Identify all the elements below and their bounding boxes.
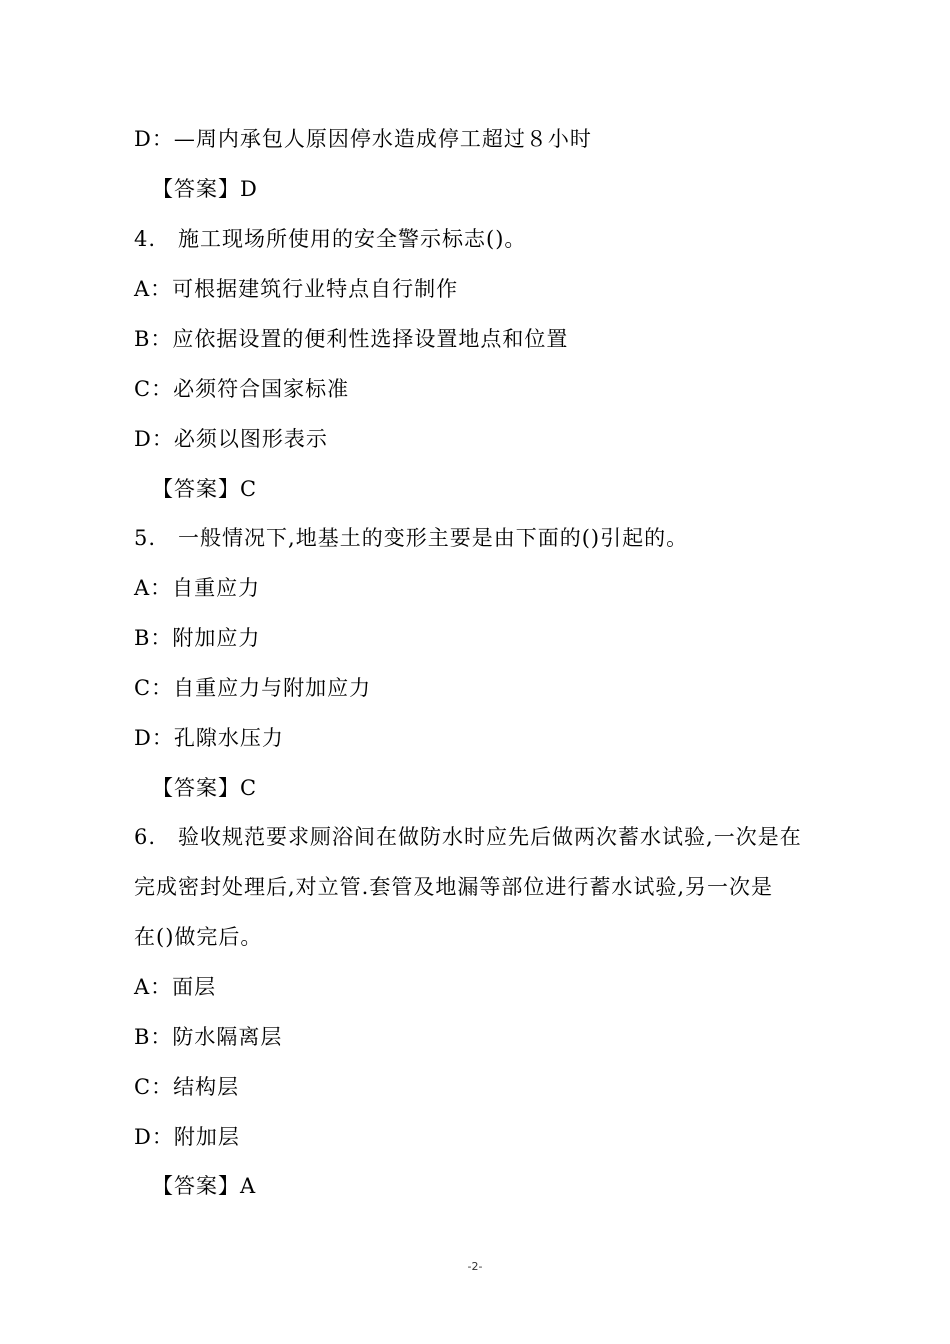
q5-option-d: D：孔隙水压力 [134,726,284,750]
q4-option-c: C：必须符合国家标准 [134,377,350,401]
q3-answer: 【答案】D [152,177,258,201]
q5-answer: 【答案】C [152,776,258,800]
q5-option-c: C：自重应力与附加应力 [134,676,372,700]
q4-option-b: B：应依据设置的便利性选择设置地点和位置 [134,327,569,351]
q6-option-d: D：附加层 [134,1125,240,1149]
q3-option-d: D：—周内承包人原因停水造成停工超过８小时 [134,127,592,151]
q4-question: 4. 施工现场所使用的安全警示标志()。 [134,227,527,251]
q6-option-a: A：面层 [134,975,217,999]
q6-question-line-3: 在()做完后。 [134,925,263,949]
q4-answer: 【答案】C [152,477,258,501]
q6-question-line-2: 完成密封处理后,对立管.套管及地漏等部位进行蓄水试验,另一次是 [134,875,774,899]
q6-question-line-1: 6. 验收规范要求厕浴间在做防水时应先后做两次蓄水试验,一次是在 [134,825,802,849]
q5-option-a: A：自重应力 [134,576,261,600]
q5-question: 5. 一般情况下,地基土的变形主要是由下面的()引起的。 [134,526,689,550]
q6-option-c: C：结构层 [134,1075,240,1099]
q5-option-b: B：附加应力 [134,626,261,650]
q6-answer: 【答案】A [152,1174,257,1198]
q4-option-a: A：可根据建筑行业特点自行制作 [134,277,459,301]
q6-option-b: B：防水隔离层 [134,1025,283,1049]
q4-option-d: D：必须以图形表示 [134,427,328,451]
page-number: -2- [467,1260,483,1273]
